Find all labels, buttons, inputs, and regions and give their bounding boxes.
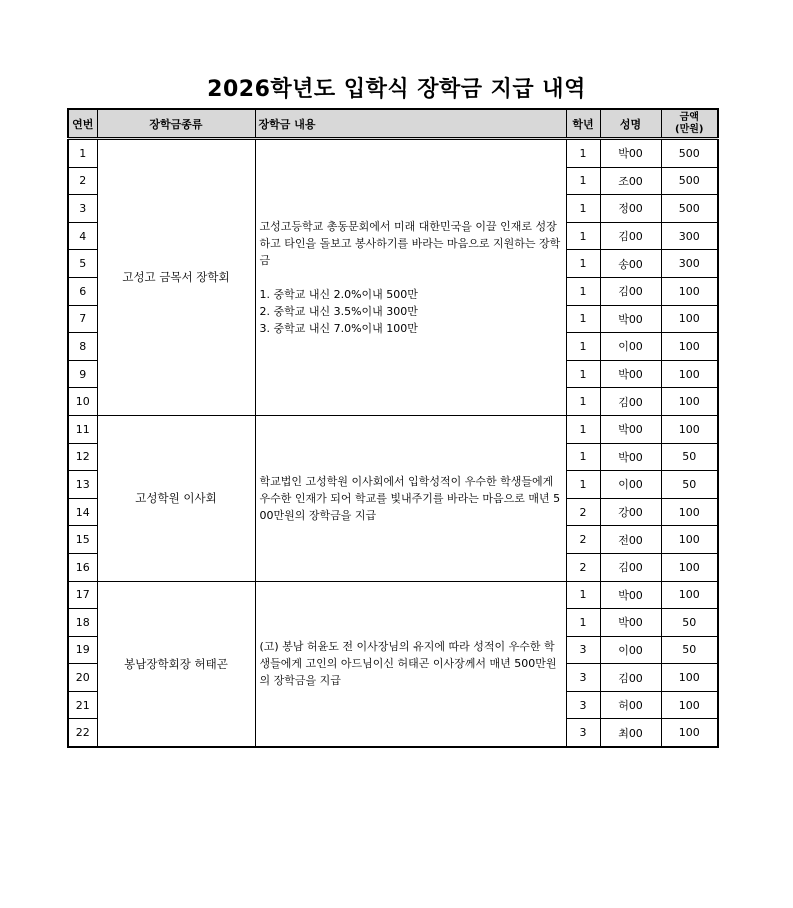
row-number: 13 — [68, 471, 97, 499]
row-number: 15 — [68, 526, 97, 554]
scholarship-type: 고성고 금목서 장학회 — [97, 139, 255, 416]
content-line: 1. 중학교 내신 2.0%이내 500만 — [259, 287, 418, 301]
grade-cell: 1 — [566, 250, 600, 278]
table-row — [68, 139, 718, 168]
row-number: 8 — [68, 333, 97, 361]
grade-cell: 1 — [566, 388, 600, 416]
header-amount — [661, 109, 718, 139]
grade-cell: 1 — [566, 277, 600, 305]
grade-cell: 1 — [566, 415, 600, 443]
grade-cell: 1 — [566, 195, 600, 223]
content-line: 2. 중학교 내신 3.5%이내 300만 — [259, 304, 418, 318]
grade-cell: 2 — [566, 526, 600, 554]
amount-cell: 500 — [661, 139, 718, 168]
student-name: 박00 — [600, 139, 661, 168]
amount-cell: 50 — [661, 609, 718, 637]
header-row — [68, 109, 718, 139]
scholarship-type: 고성학원 이사회 — [97, 415, 255, 581]
row-number: 19 — [68, 636, 97, 664]
header-name: 성명 — [600, 109, 661, 139]
student-name: 김00 — [600, 388, 661, 416]
row-number: 21 — [68, 691, 97, 719]
header-no: 연번 — [68, 109, 97, 139]
student-name: 최00 — [600, 719, 661, 747]
row-number: 5 — [68, 250, 97, 278]
scholarship-table — [67, 108, 719, 748]
student-name: 송00 — [600, 250, 661, 278]
content-line — [260, 269, 562, 286]
grade-cell: 3 — [566, 636, 600, 664]
student-name: 이00 — [600, 636, 661, 664]
student-name: 박00 — [600, 360, 661, 388]
amount-cell: 50 — [661, 636, 718, 664]
student-name: 김00 — [600, 222, 661, 250]
content-line: 학교법인 고성학원 이사회에서 입학성적이 우수한 학생들에게 우수한 인재가 되어 학교를 빛내주기를 바라는 마음으로 매년 500만원의 장학금을 지급 — [259, 474, 561, 522]
amount-cell: 500 — [661, 195, 718, 223]
amount-cell: 100 — [661, 719, 718, 747]
student-name: 김00 — [600, 553, 661, 581]
header-type: 장학금종류 — [97, 109, 255, 139]
grade-cell: 1 — [566, 443, 600, 471]
grade-cell: 1 — [566, 333, 600, 361]
amount-cell: 50 — [661, 443, 718, 471]
amount-cell: 100 — [661, 277, 718, 305]
student-name: 조00 — [600, 167, 661, 195]
row-number: 4 — [68, 222, 97, 250]
scholarship-type: 봉남장학회장 허태곤 — [97, 581, 255, 747]
amount-cell: 300 — [661, 250, 718, 278]
grade-cell: 1 — [566, 139, 600, 168]
amount-cell: 500 — [661, 167, 718, 195]
grade-cell: 1 — [566, 581, 600, 609]
student-name: 박00 — [600, 581, 661, 609]
row-number: 17 — [68, 581, 97, 609]
amount-cell: 100 — [661, 305, 718, 333]
student-name: 김00 — [600, 664, 661, 692]
grade-cell: 1 — [566, 609, 600, 637]
grade-cell: 3 — [566, 691, 600, 719]
row-number: 12 — [68, 443, 97, 471]
row-number: 22 — [68, 719, 97, 747]
grade-cell: 3 — [566, 719, 600, 747]
row-number: 14 — [68, 498, 97, 526]
row-number: 18 — [68, 609, 97, 637]
scholarship-content — [255, 415, 566, 581]
student-name: 박00 — [600, 305, 661, 333]
student-name: 이00 — [600, 333, 661, 361]
student-name: 허00 — [600, 691, 661, 719]
amount-cell: 100 — [661, 691, 718, 719]
row-number: 9 — [68, 360, 97, 388]
table-row — [68, 581, 718, 609]
amount-cell: 100 — [661, 664, 718, 692]
amount-cell: 300 — [661, 222, 718, 250]
amount-cell: 100 — [661, 553, 718, 581]
grade-cell: 1 — [566, 471, 600, 499]
header-grade: 학년 — [566, 109, 600, 139]
row-number: 3 — [68, 195, 97, 223]
grade-cell: 1 — [566, 360, 600, 388]
content-line: 고성고등학교 총동문회에서 미래 대한민국을 이끌 인재로 성장하고 타인을 돌보고 봉사하기를 바라는 마음으로 지원하는 장학금 — [259, 219, 561, 267]
student-name: 박00 — [600, 443, 661, 471]
amount-cell: 100 — [661, 333, 718, 361]
row-number: 16 — [68, 553, 97, 581]
row-number: 2 — [68, 167, 97, 195]
grade-cell: 1 — [566, 167, 600, 195]
amount-cell: 100 — [661, 415, 718, 443]
amount-cell: 100 — [661, 388, 718, 416]
scholarship-content — [255, 139, 566, 416]
student-name: 강00 — [600, 498, 661, 526]
amount-cell: 50 — [661, 471, 718, 499]
row-number: 10 — [68, 388, 97, 416]
grade-cell: 2 — [566, 553, 600, 581]
student-name: 박00 — [600, 415, 661, 443]
student-name: 정00 — [600, 195, 661, 223]
header-amount-unit: (만원) — [675, 123, 704, 135]
amount-cell: 100 — [661, 360, 718, 388]
content-line: 3. 중학교 내신 7.0%이내 100만 — [259, 321, 418, 335]
student-name: 박00 — [600, 609, 661, 637]
row-number: 20 — [68, 664, 97, 692]
amount-cell: 100 — [661, 498, 718, 526]
scholarship-content — [255, 581, 566, 747]
amount-cell: 100 — [661, 526, 718, 554]
grade-cell: 3 — [566, 664, 600, 692]
row-number: 6 — [68, 277, 97, 305]
table-body — [68, 139, 718, 748]
grade-cell: 1 — [566, 305, 600, 333]
row-number: 1 — [68, 139, 97, 168]
header-content: 장학금 내용 — [255, 109, 566, 139]
student-name: 김00 — [600, 277, 661, 305]
amount-cell: 100 — [661, 581, 718, 609]
row-number: 7 — [68, 305, 97, 333]
row-number: 11 — [68, 415, 97, 443]
grade-cell: 1 — [566, 222, 600, 250]
content-line: (고) 봉남 허윤도 전 이사장님의 유지에 따라 성적이 우수한 학생들에게 고인의 아드님이신 허태곤 이사장께서 매년 500만원의 장학금을 지급 — [259, 640, 557, 688]
page-title: 2026학년도 입학식 장학금 지급 내역 — [207, 77, 586, 102]
header-amount-label: 금액 — [679, 111, 699, 123]
student-name: 이00 — [600, 471, 661, 499]
table-row — [68, 415, 718, 443]
student-name: 전00 — [600, 526, 661, 554]
grade-cell: 2 — [566, 498, 600, 526]
